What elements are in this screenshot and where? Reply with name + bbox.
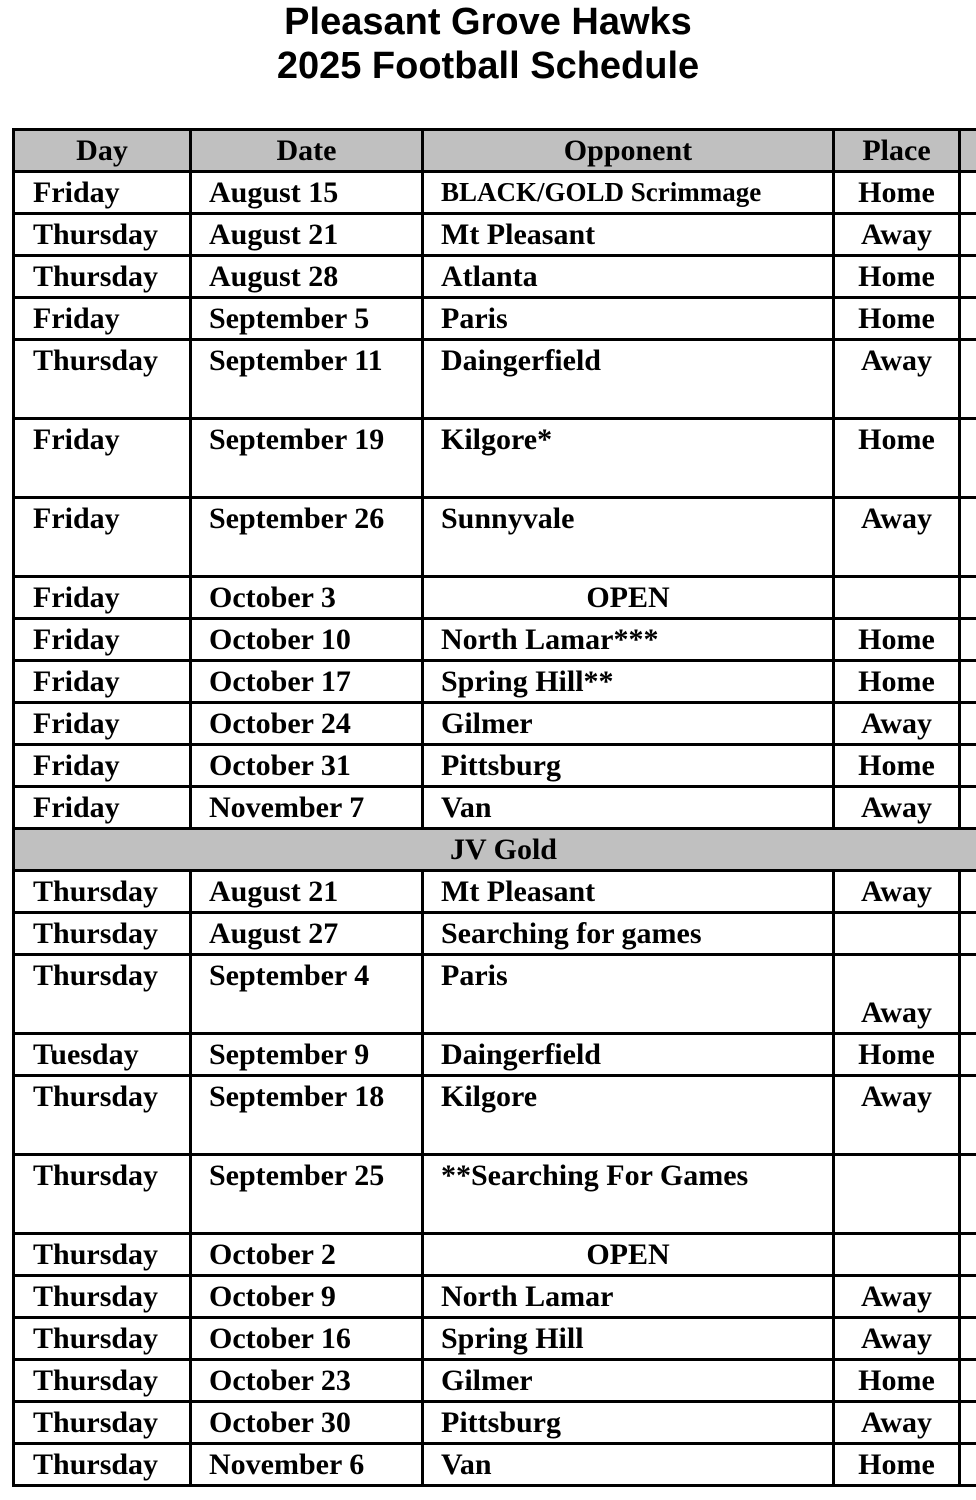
extra-cell — [960, 1318, 976, 1360]
day-cell: Friday — [14, 745, 191, 787]
date-cell: September 25 — [191, 1155, 423, 1234]
table-row — [14, 1076, 976, 1155]
table-row — [14, 1155, 976, 1234]
day-cell: Friday — [14, 498, 191, 577]
section-label-jv-gold: JV Gold — [14, 829, 976, 871]
column-header-opponent: Opponent — [423, 130, 834, 172]
extra-cell — [960, 498, 976, 577]
opponent-cell: Kilgore* — [423, 419, 834, 498]
table-row — [14, 955, 976, 1034]
schedule-body — [14, 172, 976, 1486]
date-cell: August 28 — [191, 256, 423, 298]
day-cell: Thursday — [14, 955, 191, 1034]
place-cell — [834, 913, 960, 955]
place-cell: Away — [834, 703, 960, 745]
extra-cell — [960, 661, 976, 703]
place-cell: Away — [834, 787, 960, 829]
date-cell: August 27 — [191, 913, 423, 955]
opponent-cell: Searching for games — [423, 913, 834, 955]
table-row — [14, 298, 976, 340]
place-cell: Home — [834, 745, 960, 787]
day-cell: Friday — [14, 661, 191, 703]
table-row — [14, 1034, 976, 1076]
table-row — [14, 1234, 976, 1276]
section-header-row — [14, 829, 976, 871]
place-cell: Home — [834, 172, 960, 214]
date-cell: October 16 — [191, 1318, 423, 1360]
opponent-cell: North Lamar*** — [423, 619, 834, 661]
date-cell: October 23 — [191, 1360, 423, 1402]
opponent-cell: Spring Hill** — [423, 661, 834, 703]
table-row — [14, 214, 976, 256]
page-subtitle: 2025 Football Schedule — [276, 45, 700, 87]
place-cell: Home — [834, 1360, 960, 1402]
opponent-cell: Atlanta — [423, 256, 834, 298]
day-cell: Thursday — [14, 214, 191, 256]
place-cell: Away — [834, 214, 960, 256]
extra-cell — [960, 1360, 976, 1402]
opponent-cell: OPEN — [423, 577, 834, 619]
opponent-cell: Van — [423, 1444, 834, 1486]
date-cell: November 7 — [191, 787, 423, 829]
place-cell: Away — [834, 1318, 960, 1360]
opponent-cell: Sunnyvale — [423, 498, 834, 577]
table-row — [14, 256, 976, 298]
date-cell: October 17 — [191, 661, 423, 703]
page-title: Pleasant Grove Hawks — [284, 1, 692, 43]
place-cell: Away — [834, 498, 960, 577]
table-row — [14, 619, 976, 661]
place-cell — [834, 577, 960, 619]
column-header-date: Date — [191, 130, 423, 172]
opponent-cell: Mt Pleasant — [423, 214, 834, 256]
extra-cell — [960, 1276, 976, 1318]
table-row — [14, 1318, 976, 1360]
extra-cell — [960, 871, 976, 913]
opponent-cell: Van — [423, 787, 834, 829]
schedule-table — [12, 128, 976, 1487]
date-cell: August 15 — [191, 172, 423, 214]
day-cell: Friday — [14, 577, 191, 619]
date-cell: September 18 — [191, 1076, 423, 1155]
table-row — [14, 871, 976, 913]
table-row — [14, 1360, 976, 1402]
opponent-cell: Daingerfield — [423, 340, 834, 419]
opponent-cell: Gilmer — [423, 703, 834, 745]
extra-cell — [960, 172, 976, 214]
day-cell: Thursday — [14, 1155, 191, 1234]
extra-cell — [960, 787, 976, 829]
place-cell: Home — [834, 298, 960, 340]
table-row — [14, 172, 976, 214]
date-cell: September 5 — [191, 298, 423, 340]
day-cell: Friday — [14, 787, 191, 829]
extra-cell — [960, 1034, 976, 1076]
extra-cell — [960, 1234, 976, 1276]
table-row — [14, 745, 976, 787]
extra-cell — [960, 256, 976, 298]
day-cell: Thursday — [14, 1402, 191, 1444]
opponent-cell: **Searching For Games — [423, 1155, 834, 1234]
table-row — [14, 419, 976, 498]
opponent-cell: Pittsburg — [423, 1402, 834, 1444]
place-cell: Home — [834, 661, 960, 703]
opponent-cell: Paris — [423, 955, 834, 1034]
table-row — [14, 577, 976, 619]
extra-cell — [960, 1076, 976, 1155]
column-header-day: Day — [14, 130, 191, 172]
opponent-cell: Paris — [423, 298, 834, 340]
date-cell: October 3 — [191, 577, 423, 619]
place-cell: Home — [834, 419, 960, 498]
date-cell: August 21 — [191, 214, 423, 256]
extra-cell — [960, 577, 976, 619]
day-cell: Thursday — [14, 1444, 191, 1486]
day-cell: Friday — [14, 172, 191, 214]
extra-cell — [960, 913, 976, 955]
date-cell: August 21 — [191, 871, 423, 913]
extra-cell — [960, 703, 976, 745]
extra-cell — [960, 1155, 976, 1234]
place-cell: Away — [834, 871, 960, 913]
opponent-cell: Kilgore — [423, 1076, 834, 1155]
table-row — [14, 340, 976, 419]
opponent-cell: Pittsburg — [423, 745, 834, 787]
date-cell: October 24 — [191, 703, 423, 745]
extra-cell — [960, 298, 976, 340]
table-row — [14, 661, 976, 703]
place-cell: Away — [834, 340, 960, 419]
date-cell: September 11 — [191, 340, 423, 419]
extra-cell — [960, 955, 976, 1034]
table-row — [14, 703, 976, 745]
day-cell: Thursday — [14, 871, 191, 913]
table-row — [14, 1444, 976, 1486]
day-cell: Thursday — [14, 1360, 191, 1402]
day-cell: Tuesday — [14, 1034, 191, 1076]
opponent-cell: Gilmer — [423, 1360, 834, 1402]
day-cell: Friday — [14, 419, 191, 498]
table-row — [14, 498, 976, 577]
day-cell: Thursday — [14, 913, 191, 955]
day-cell: Thursday — [14, 340, 191, 419]
opponent-cell: Daingerfield — [423, 1034, 834, 1076]
opponent-cell: OPEN — [423, 1234, 834, 1276]
day-cell: Friday — [14, 298, 191, 340]
day-cell: Thursday — [14, 256, 191, 298]
place-cell: Away — [834, 1276, 960, 1318]
extra-cell — [960, 745, 976, 787]
opponent-cell: Mt Pleasant — [423, 871, 834, 913]
day-cell: Friday — [14, 619, 191, 661]
column-header-extra — [960, 130, 976, 172]
date-cell: October 31 — [191, 745, 423, 787]
date-cell: November 6 — [191, 1444, 423, 1486]
extra-cell — [960, 340, 976, 419]
date-cell: September 19 — [191, 419, 423, 498]
extra-cell — [960, 1444, 976, 1486]
table-row — [14, 1276, 976, 1318]
opponent-cell: Spring Hill — [423, 1318, 834, 1360]
place-cell: Away — [834, 955, 960, 1034]
place-cell: Away — [834, 1076, 960, 1155]
date-cell: October 10 — [191, 619, 423, 661]
header-row — [14, 130, 976, 172]
place-cell — [834, 1155, 960, 1234]
day-cell: Thursday — [14, 1076, 191, 1155]
place-cell — [834, 1234, 960, 1276]
opponent-cell: North Lamar — [423, 1276, 834, 1318]
day-cell: Thursday — [14, 1318, 191, 1360]
table-row — [14, 787, 976, 829]
opponent-cell: BLACK/GOLD Scrimmage — [423, 172, 834, 214]
place-cell: Away — [834, 1402, 960, 1444]
extra-cell — [960, 1402, 976, 1444]
date-cell: September 9 — [191, 1034, 423, 1076]
date-cell: September 4 — [191, 955, 423, 1034]
place-cell: Home — [834, 256, 960, 298]
extra-cell — [960, 619, 976, 661]
extra-cell — [960, 214, 976, 256]
date-cell: October 9 — [191, 1276, 423, 1318]
place-cell: Home — [834, 619, 960, 661]
place-cell: Home — [834, 1444, 960, 1486]
column-header-place: Place — [834, 130, 960, 172]
date-cell: October 30 — [191, 1402, 423, 1444]
date-cell: October 2 — [191, 1234, 423, 1276]
date-cell: September 26 — [191, 498, 423, 577]
table-row — [14, 913, 976, 955]
day-cell: Thursday — [14, 1276, 191, 1318]
place-cell: Home — [834, 1034, 960, 1076]
table-row — [14, 1402, 976, 1444]
day-cell: Friday — [14, 703, 191, 745]
extra-cell — [960, 419, 976, 498]
day-cell: Thursday — [14, 1234, 191, 1276]
